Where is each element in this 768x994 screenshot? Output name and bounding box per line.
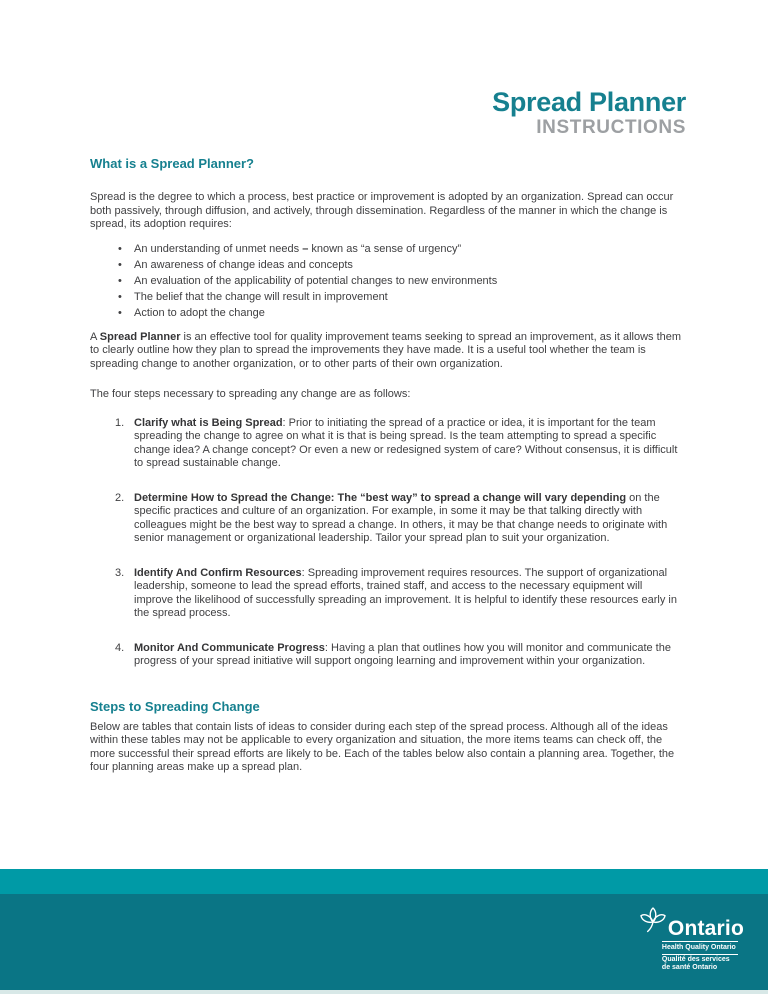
item-number: 2. [115,491,125,504]
section-heading-steps: Steps to Spreading Change [90,698,260,714]
four-steps-list [90,417,682,669]
bullet-marker: • [118,290,122,303]
trillium-icon [639,905,667,939]
adoption-requirements-list [90,241,682,321]
footer-bottom-line [0,990,768,994]
intro-paragraph: Spread is the degree to which a process, best practice or improvement is adopted by an organization. Spread can occur both passively, through diffusion, and actively, through dissemination. Regardless of the manner in which the change is spread, its adoption requires: [90,191,674,230]
title-block [0,0,768,138]
list-item-text: known as “a sense of urgency” [308,242,462,255]
item-number: 4. [115,641,125,654]
bullet-marker: • [118,274,122,287]
logo-org-name-en: Health Quality Ontario [661,943,736,951]
logo-divider [662,941,738,942]
ontario-logo [639,905,744,972]
footer-accent-band [0,869,768,894]
step-label: Identify And Confirm Resources [134,566,302,579]
numbered-item [90,567,682,621]
section-heading-what-is: What is a Spread Planner? [90,156,254,171]
paragraph-bold-term: Spread Planner [99,330,181,343]
paragraph-text: A [90,330,100,343]
document-title: Spread Planner [492,87,686,117]
list-item-text: An understanding of unmet needs [134,242,303,255]
ontario-wordmark: Ontario [667,917,744,940]
step-text: : Spreading improvement requires resources. The support of organizational leadership, someone to lead the spread efforts, trained staff, and access to the necessary equipment will improve the likelihood of successfully spreading an improvement. It is helpful to identify these resources early in the spread process. [134,566,677,619]
item-number: 3. [115,566,125,579]
paragraph-text: is an effective tool for quality improvement teams seeking to spread an improvement, as it allows them to clearly outline how they plan to spread the improvements they have made. It is a useful tool whether the team is spreading change to another organization, or to other parts of their own organization. [90,330,682,370]
list-item [90,257,682,273]
steps-intro-paragraph: The four steps necessary to spreading any change are as follows: [90,388,411,400]
logo-divider [662,954,738,955]
bullet-marker: • [118,306,122,319]
logo-top-row [639,905,744,939]
bullet-marker: • [118,258,122,271]
logo-org-name-fr: de santé Ontario [661,964,718,971]
list-item-text: Action to adopt the change [134,306,265,319]
numbered-item [90,642,682,669]
list-item [90,289,682,305]
list-item-text: An evaluation of the applicability of potential changes to new environments [134,274,498,287]
step-text: on the specific practices and culture of an organization. For example, in some it may be that talking directly with colleagues might be the best way to spread a change. In others, it may be that change needs to originate with senior management or organizational leadership. Tailor your spread plan to suit your organization. [134,491,668,544]
logo-org-name-fr: Qualité des services [661,956,730,963]
list-item [90,305,682,321]
step-label: Monitor And Communicate Progress [134,641,325,654]
footer [0,869,768,994]
step-text: : Prior to initiating the spread of a practice or idea, it is important for the team spreading the change to agree on what it is that is being spread. Is the team attempting to spread a specific change idea? A change concept? Or even a new or redesigned system of care? Without consensus, it is difficult to spread sustainable change. [134,416,678,469]
numbered-item [90,417,682,471]
step-text: : Having a plan that outlines how you will monitor and communicate the progress of your spread initiative will support ongoing learning and improvement within your organization. [134,641,671,667]
spread-planner-paragraph [90,331,682,372]
logo-text-block [662,941,738,972]
document-body [90,157,682,775]
numbered-item [90,492,682,546]
list-item-text: An awareness of change ideas and concepts [134,258,353,271]
document-subtitle: INSTRUCTIONS [536,117,686,138]
step-label: Clarify what is Being Spread [134,416,283,429]
step-label: Determine How to Spread the Change: The “best way” to spread a change will vary depending [134,491,627,504]
closing-paragraph: Below are tables that contain lists of ideas to consider during each step of the spread process. Although all of the ideas within these tables may not be applicable to every organization and situation, the more items teams can check off, the more successful their spread efforts are likely to be. Each of the tables below also contain a planning area. Together, the four planning areas make up a spread plan. [90,720,675,773]
list-item [90,273,682,289]
list-item-bold-dash: – [302,242,309,255]
bullet-marker: • [118,242,122,255]
list-item [90,241,682,257]
footer-main-band [0,894,768,990]
list-item-text: The belief that the change will result in improvement [134,290,388,303]
item-number: 1. [115,416,125,429]
